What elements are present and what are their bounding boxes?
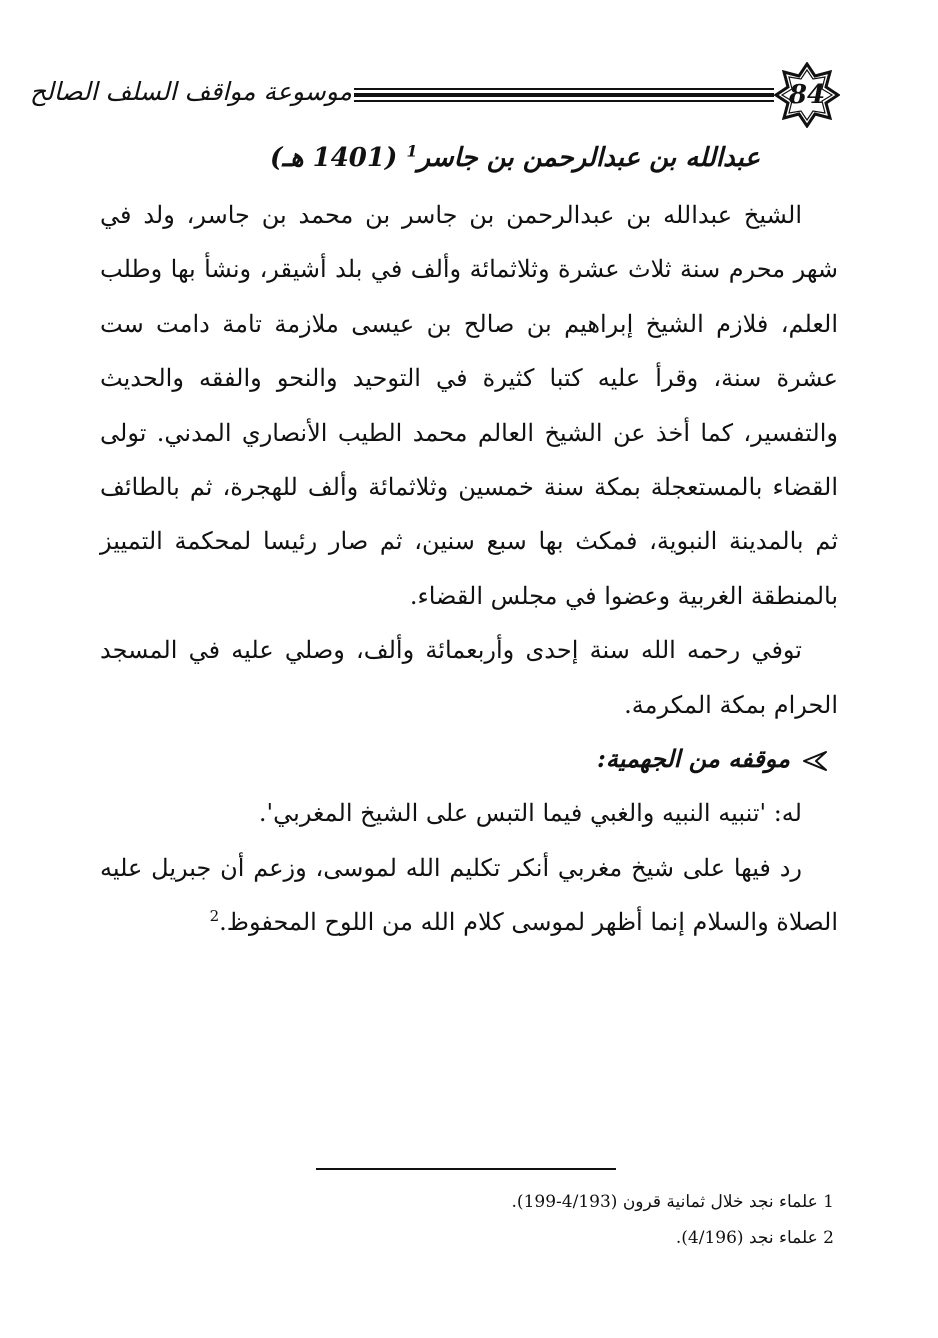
running-header	[29, 62, 842, 132]
section-heading-text: موقفه من الجهمية:	[597, 744, 790, 774]
paragraph-work: له: 'تنبيه النبيه والغبي فيما التبس على الشيخ المغربي'.	[258, 799, 802, 828]
article-title	[160, 130, 760, 186]
paragraph-biography: الشيخ عبدالله بن عبدالرحمن بن جاسر بن محمد بن جاسر، ولد في شهر محرم سنة ثلاث عشرة وثلاثمائة وألف في بلد أشيقر، ونشأ بها وطلب العلم، فلازم الشيخ إبراهيم بن صالح بن عيسى ملازمة تامة دامت ست عشرة سنة، وقرأ عليه كتبا كثيرة في التوحيد والنحو والفقه والحديث والتفسير، كما أخذ عن الشيخ العالم محمد الطيب الأنصاري المدني. تولى القضاء بالمستعجلة بمكة سنة خمسين وثلاثمائة وألف للهجرة، ثم بالطائف ثم بالمدينة النبوية، فمكث بها سبع سنين، ثم صار رئيسا لمحكمة التمييز بالمنطقة الغربية وعضوا في مجلس القضاء.	[100, 201, 838, 610]
paragraph-refutation	[100, 841, 838, 950]
footnote-ref-2[interactable]: 2	[209, 907, 220, 926]
footnote-text: علماء نجد خلال ثمانية قرون (4/193-199).	[511, 1192, 818, 1212]
paragraph-death: توفي رحمه الله سنة إحدى وأربعمائة وألف، وصلي عليه في المسجد الحرام بمكة المكرمة.	[100, 636, 838, 719]
page-number-badge	[774, 62, 840, 128]
footnote-item	[234, 1220, 834, 1256]
series-title: موسوعة مواقف السلف الصالح	[29, 77, 352, 106]
footnote-ref-1[interactable]: 1	[406, 141, 418, 161]
header-rule	[354, 88, 774, 104]
page-number: 84	[788, 80, 826, 110]
footnote-number: 2	[823, 1228, 834, 1248]
section-heading	[100, 732, 838, 786]
footnote-text: علماء نجد (4/196).	[675, 1228, 818, 1248]
footnote-number: 1	[823, 1192, 834, 1212]
footnote-separator	[316, 1168, 616, 1170]
paragraph-refutation-text: رد فيها على شيخ مغربي أنكر تكليم الله لموسى، وزعم أن جبريل عليه الصلاة والسلام إنما أظهر لموسى كلام الله من اللوح المحفوظ.	[100, 853, 838, 937]
article-title-text: عبدالله بن عبدالرحمن بن جاسر	[417, 143, 760, 173]
article-body	[100, 188, 838, 950]
footnotes	[234, 1184, 834, 1256]
arrowhead-bullet-icon	[802, 750, 828, 772]
footnote-item	[234, 1184, 834, 1220]
article-title-year: (1401 هـ)	[269, 143, 398, 173]
